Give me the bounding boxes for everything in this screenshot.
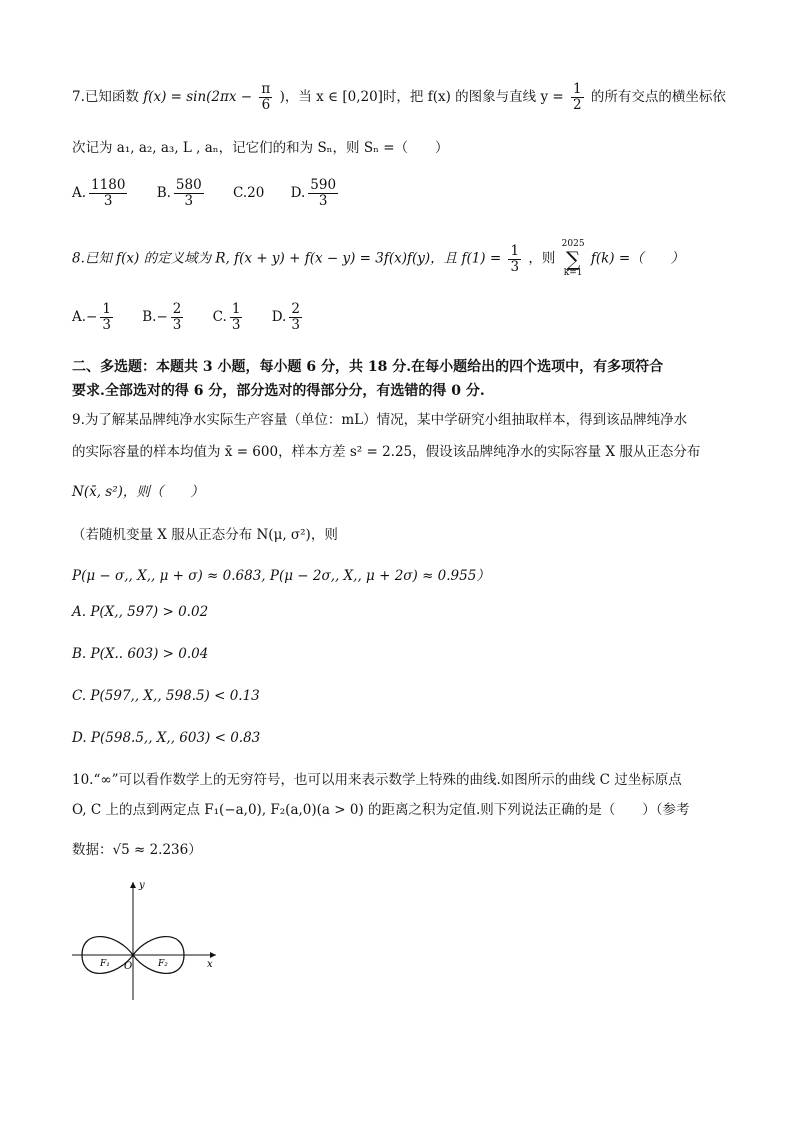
option-num: 590: [310, 177, 337, 193]
option-label: A.: [72, 184, 87, 201]
q7-pi-over-six: [259, 82, 272, 113]
option-num: 580: [175, 177, 202, 193]
q8-ask: f(k) =（ ）: [590, 250, 685, 267]
q8-options: [72, 302, 327, 333]
q9-line2: 的实际容量的样本均值为 x̄ = 600，样本方差 s² = 2.25，假设该品牌纯净水的实际容量 X 服从正态分布: [72, 444, 701, 460]
option-num: 2: [172, 301, 182, 317]
option-den: 3: [291, 316, 300, 333]
q8-stem: 8.已知 f(x) 的定义域为 R, f(x + y) + f(x − y) = 3f(x)f(y)，且 f(1) =: [72, 250, 502, 267]
origin-label: O: [124, 961, 133, 972]
q8-f1-value: [508, 244, 521, 275]
q8-option-a[interactable]: [72, 302, 116, 333]
option-label: A.−: [72, 308, 98, 325]
option-den: 3: [318, 192, 328, 209]
q9-option-c[interactable]: C. P(597,, X,, 598.5) < 0.13: [72, 688, 260, 704]
f1-label: F₁: [100, 959, 110, 969]
sum-upper: 2025: [561, 239, 585, 249]
option-label: D.: [271, 308, 287, 325]
sum-lower: k=1: [563, 268, 583, 278]
q7-pi: π: [261, 81, 271, 97]
option-den: 3: [184, 192, 194, 209]
section2-line2: 要求.全部选对的得 6 分，部分选对的得部分分，有选错的得 0 分.: [72, 383, 485, 399]
q8-f1-den: 3: [510, 258, 520, 275]
q7-option-c[interactable]: [233, 185, 264, 201]
q7-half: [571, 82, 584, 113]
q8-option-d[interactable]: [272, 302, 305, 333]
q10-line3: 数据：√5 ≈ 2.236）: [72, 842, 202, 858]
y-axis-arrow-icon: [130, 882, 136, 888]
option-den: 3: [102, 316, 111, 333]
q8-then: ，则: [528, 250, 556, 267]
q9-line1: 9.为了解某品牌纯净水实际生产容量（单位：mL）情况，某中学研究小组抽取样本，得到该品牌纯净水: [72, 412, 688, 428]
q9-note1: （若随机变量 X 服从正态分布 N(μ, σ²)，则: [72, 527, 338, 543]
q7-line2: 次记为 a₁, a₂, a₃, L , aₙ，记它们的和为 Sₙ，则 Sₙ =（ ）: [72, 140, 449, 156]
q7-suffix: 的所有交点的横坐标依: [590, 88, 726, 105]
q8-option-b[interactable]: [142, 302, 186, 333]
q8-summation: [562, 240, 585, 278]
option-label: B.: [156, 184, 171, 201]
q8-f1-num: 1: [510, 242, 520, 259]
q7-function: f(x) = sin(2πx −: [143, 88, 253, 105]
q7-option-b[interactable]: [157, 178, 207, 209]
q9-option-d[interactable]: D. P(598.5,, X,, 603) < 0.83: [72, 730, 261, 746]
q7-condition: )，当 x ∈ [0,20]时，把 f(x) 的图象与直线 y =: [279, 88, 564, 105]
option-num: 1: [102, 301, 111, 317]
lemniscate-figure: [64, 876, 224, 1006]
option-label: C.: [212, 308, 227, 325]
x-label: x: [207, 959, 213, 970]
q9-option-b[interactable]: B. P(X.. 603) > 0.04: [72, 646, 209, 662]
q9-note2: P(μ − σ,, X,, μ + σ) ≈ 0.683, P(μ − 2σ,, X,, μ + 2σ) ≈ 0.955）: [72, 568, 490, 584]
f2-label: F₂: [158, 959, 168, 969]
q10-line1: 10.“∞”可以看作数学上的无穷符号，也可以用来表示数学上特殊的曲线.如图所示的曲线 C 过坐标原点: [72, 772, 682, 788]
q7-option-d[interactable]: [291, 178, 341, 209]
q8-line: [72, 240, 684, 278]
x-axis-arrow-icon: [210, 952, 216, 958]
q7-line1: [72, 82, 726, 113]
q8-option-c[interactable]: [213, 302, 246, 333]
option-den: 3: [172, 316, 182, 333]
option-num: 1: [231, 301, 241, 317]
option-label: C.20: [233, 184, 265, 201]
q7-half-num: 1: [572, 81, 582, 97]
q10-line2: O, C 上的点到两定点 F₁(−a,0), F₂(a,0)(a > 0) 的距离之积为定值.则下列说法正确的是（ ）（参考: [72, 802, 690, 818]
option-label: B.−: [142, 308, 168, 325]
option-num: 2: [291, 301, 300, 317]
option-den: 3: [231, 316, 241, 333]
q7-half-den: 2: [572, 96, 582, 113]
q7-six: 6: [261, 96, 271, 113]
option-den: 3: [103, 192, 113, 209]
y-label: y: [139, 880, 145, 891]
q9-line3: N(x̄, s²)，则（ ）: [72, 484, 204, 500]
section2-line1: 二、多选题：本题共 3 小题，每小题 6 分，共 18 分.在每小题给出的四个选项中，有多项符合: [72, 359, 664, 375]
sigma-icon: ∑: [565, 247, 581, 271]
q7-option-a[interactable]: [72, 178, 130, 209]
option-label: D.: [290, 184, 306, 201]
q7-prefix: 7.已知函数: [72, 88, 139, 105]
q9-option-a[interactable]: A. P(X,, 597) > 0.02: [72, 604, 209, 620]
q7-options: [72, 178, 363, 209]
option-num: 1180: [91, 177, 126, 193]
